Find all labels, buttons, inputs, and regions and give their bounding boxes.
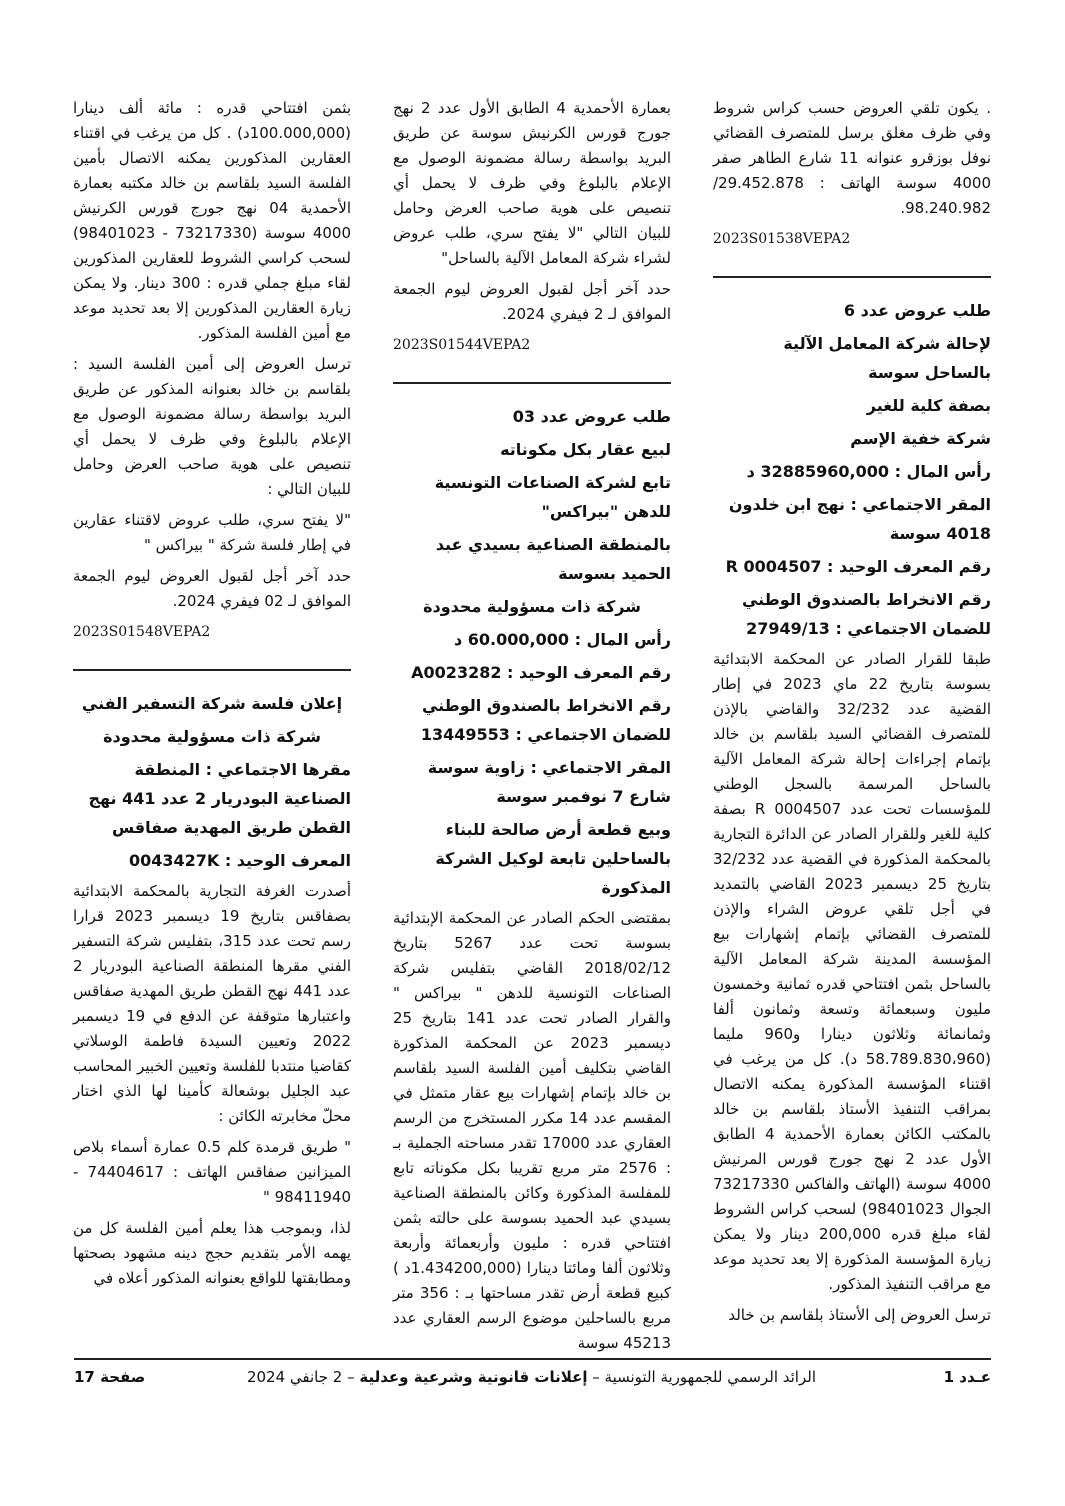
- paragraph: أصدرت الغرفة التجارية بالمحكمة الابتدائية بصفاقس بتاريخ 19 ديسمبر 2023 قرارا رسم تحت عدد 315، بتفليس شركة التسفير الفني مقرها المنطقة الصناعية البودريار 2 عدد 441 نهج القطن طريق المهدية صفاقس واعتبارها متوقفة عن الدفع في 19 ديسمبر 2022 وتعيين السيدة فاطمة الوسلاتي كقاضيا منتدبا للفلسة وتعيين الخبير المحاسب عبد الجليل بوشعالة كأمينا لها الذي اختار محلّ مخابرته الكائن :: [73, 882, 351, 1125]
- paragraph: لذا، وبموجب هذا يعلم أمين الفلسة كل من يهمه الأمر بتقديم حجج دينه مشهود بصحتها ومطابقتها للواقع بعنوانه المذكور أعلاه في: [73, 1219, 351, 1287]
- notice-heading: طلب عروض عدد 03: [512, 407, 671, 426]
- paragraph: "لا يفتح سري، طلب عروض لاقتناء عقارين في إطار فلسة شركة " بيراكس ": [73, 511, 351, 554]
- company-type: شركة خفية الإسم: [850, 429, 991, 448]
- gazette-title-prefix: الرائد الرسمي للجمهورية التونسية –: [592, 1368, 816, 1386]
- company-type: شركة ذات مسؤولية محدودة: [103, 727, 321, 746]
- section-divider: [73, 669, 351, 671]
- paragraph: ترسل العروض إلى أمين الفلسة السيد : بلقاسم بن خالد بعنوانه المذكور عن طريق البريد بواسطة رسالة مضمونة الوصول مع الإعلام بالبلوغ وفي ظرف لا يحمل أي تنصيص على هوية صاحب العرض وحامل للبيان التالي :: [73, 355, 351, 498]
- notice-subheading: وبيع قطعة أرض صالحة للبناء بالساحلين تابعة لوكيل الشركة المذكورة: [435, 820, 671, 897]
- paragraph: بعمارة الأحمدية 4 الطابق الأول عدد 2 نهج جورج قورس الكرنيش سوسة عن طريق البريد بواسطة رسالة مضمونة الوصول مع الإعلام بالبلوغ وفي ظرف لا يحمل أي تنصيص على هوية صاحب العرض وحامل للبيان التالي "لا يفتح سري، طلب عروض لشراء شركة المعامل الآلية بالساحل": [393, 99, 671, 267]
- gazette-title: [247, 1368, 816, 1386]
- notice-subheading: لإحالة شركة المعامل الآلية بالساحل سوسة: [783, 334, 991, 382]
- cnss-number: رقم الانخراط بالصندوق الوطني للضمان الاجتماعي : 13449553: [420, 696, 671, 744]
- head-office: المقر الاجتماعي : نهج ابن خلدون 4018 سوسة: [728, 495, 991, 543]
- paragraph: بثمن افتتاحي قدره : مائة ألف دينارا (100.000,000د) . كل من يرغب في اقتناء العقارين المذكورين يمكنه الاتصال بأمين الفلسة السيد بلقاسم بن خالد مكتبه بعمارة الأحمدية 04 نهج جورج قورس الكرنيش 4000 سوسة (73217330 - 98401023) لسحب كراسي الشروط للعقارين المذكورين لقاء مبلغ جملي قدره : 300 دينار. ولا يمكن زيارة العقارين المذكورين إلا بعد تحديد موعد مع أمين الفلسة المذكور.: [73, 99, 352, 342]
- head-office: مقرها الاجتماعي : المنطقة الصناعية البودريار 2 عدد 441 نهج القطن طريق المهدية صفاقس: [88, 760, 351, 837]
- capital: رأس المال : 32885960,000 د: [746, 462, 991, 481]
- cnss-number: رقم الانخراط بالصندوق الوطني للضمان الاجتماعي : 27949/13: [741, 590, 991, 638]
- paragraph: حدد آخر أجل لقبول العروض ليوم الجمعة الموافق لـ 02 فيفري 2024.: [73, 567, 351, 610]
- unique-id: المعرف الوحيد : 0043427K: [128, 851, 351, 870]
- notice-heading: طلب عروض عدد 6: [843, 301, 991, 320]
- company-type: شركة ذات مسؤولية محدودة: [423, 597, 641, 616]
- notice-subheading: لبيع عقار بكل مكوناته: [500, 440, 671, 459]
- notice-subheading: بالمنطقة الصناعية بسيدي عبد الحميد بسوسة: [435, 535, 671, 583]
- section-divider: [713, 276, 991, 278]
- column-left: [73, 96, 351, 1297]
- notice-heading: إعلان فلسة شركة التسفير الفني: [81, 694, 343, 713]
- gazette-section: إعلانات قانونية وشرعية وعدلية: [359, 1368, 588, 1386]
- unique-id: رقم المعرف الوحيد : A0023282: [411, 663, 671, 682]
- paragraph: طبقا للقرار الصادر عن المحكمة الابتدائية بسوسة بتاريخ 22 ماي 2023 في إطار القضية عدد 32/232 والقاضي بالإذن للمتصرف القضائي السيد بلقاسم بن خالد بإتمام إجراءات إحالة شركة المعامل الآلية بالساحل المرسمة بالسجل الوطني للمؤسسات تحت عدد 0004507 R بصفة كلية للغير وللقرار الصادر عن الدائرة التجارية بالمحكمة المذكورة في القضية عدد 32/232 بتاريخ 25 ديسمبر 2023 القاضي بالتمديد في أجل تلقي عروض الشراء والإذن للمتصرف القضائي بإتمام إشهارات بيع المؤسسة المدينة شركة المعامل الآلية بالساحل بثمن افتتاحي قدره ثمانية وخمسون مليون وسبعمائة وتسعة وثمانون ألفا وثمانمائة وثلاثون دينارا و960 مليما (58.789.830،960 د). كل من يرغب في اقتناء المؤسسة المذكورة يمكنه الاتصال بمراقب التنفيذ الأستاذ بلقاسم بن خالد بالمكتب الكائن بعمارة الأحمدية 4 الطابق الأول عدد 2 نهج جورج قورس المرنيش 4000 سوسة (الهاتف والفاكس 73217330 الجوال 98401023) لسحب كراس الشروط لقاء مبلغ قدره 200,000 دينار ولا يمكن زيارة المؤسسة المذكورة إلا بعد تحديد موعد مع مراقب التنفيذ المذكور.: [713, 650, 992, 1293]
- page-footer: [74, 1368, 991, 1396]
- paragraph: " طريق قرمدة كلم 0.5 عمارة أسماء بلاص الميزانين صفاقس الهاتف : 74404617 - 98411940 ": [73, 1138, 351, 1206]
- paragraph: بمقتضى الحكم الصادر عن المحكمة الإبتدائية بسوسة تحت عدد 5267 بتاريخ 2018/02/12 القاضي بتفليس شركة الصناعات التونسية للدهن " بيراكس " والقرار الصادر تحت عدد 141 بتاريخ 25 ديسمبر 2023 عن المحكمة المذكورة القاضي بتكليف أمين الفلسة السيد بلقاسم بن خالد بإتمام إشهارات بيع عقار متمثل في المقسم عدد 14 مكرر المستخرج من الرسم العقاري عدد 17000 تقدر مساحته الجملية بـ : 2576 متر مربع تقريبا بكل مكوناته تابع للمفلسة المذكورة وكائن بالمنطقة الصناعية بسيدي عبد الحميد بسوسة على حالته بثمن افتتاحي قدره : مليون وأربعمائة وأربعة وثلاثون ألفا ومائتا دينارا (1.434200,000د ) كبيع قطعة أرض تقدر مساحتها بـ : 356 متر مربع بالساحلين موضوع الرسم العقاري عدد 45213 سوسة: [393, 909, 672, 1352]
- unique-id: رقم المعرف الوحيد : 0004507 R: [725, 557, 991, 576]
- column-middle: [393, 96, 671, 1362]
- capital: رأس المال : 60.000,000 د: [454, 630, 671, 649]
- paragraph: ترسل العروض إلى الأستاذ بلقاسم بن خالد: [728, 1306, 991, 1324]
- notice-subheading: بصفة كلية للغير: [866, 396, 991, 415]
- gazette-date: – 2 جانفي 2024: [246, 1368, 355, 1386]
- notice-subheading: تابع لشركة الصناعات التونسية للدهن "بيراكس": [434, 473, 671, 521]
- paragraph: حدد آخر أجل لقبول العروض ليوم الجمعة الموافق لـ 2 فيفري 2024.: [393, 280, 671, 323]
- paragraph: . يكون تلقي العروض حسب كراس شروط وفي ظرف مغلق برسل للمتصرف القضائي نوفل بوزقرو عنوانه 11 شارع الطاهر صفر 4000 سوسة الهاتف : 29.452.878/ 98.240.982.: [713, 99, 991, 217]
- page-number: صفحة 17: [74, 1368, 146, 1386]
- column-right: [713, 96, 991, 1334]
- reference-code: 2023S01548VEPA2: [73, 624, 211, 640]
- reference-code: 2023S01544VEPA2: [393, 337, 531, 353]
- footer-divider: [74, 1358, 991, 1360]
- section-divider: [393, 382, 671, 384]
- reference-code: 2023S01538VEPA2: [713, 231, 851, 247]
- head-office: المقر الاجتماعي : زاوية سوسة شارع 7 نوفمبر سوسة: [427, 758, 671, 806]
- issue-number: عـدد 1: [943, 1368, 991, 1386]
